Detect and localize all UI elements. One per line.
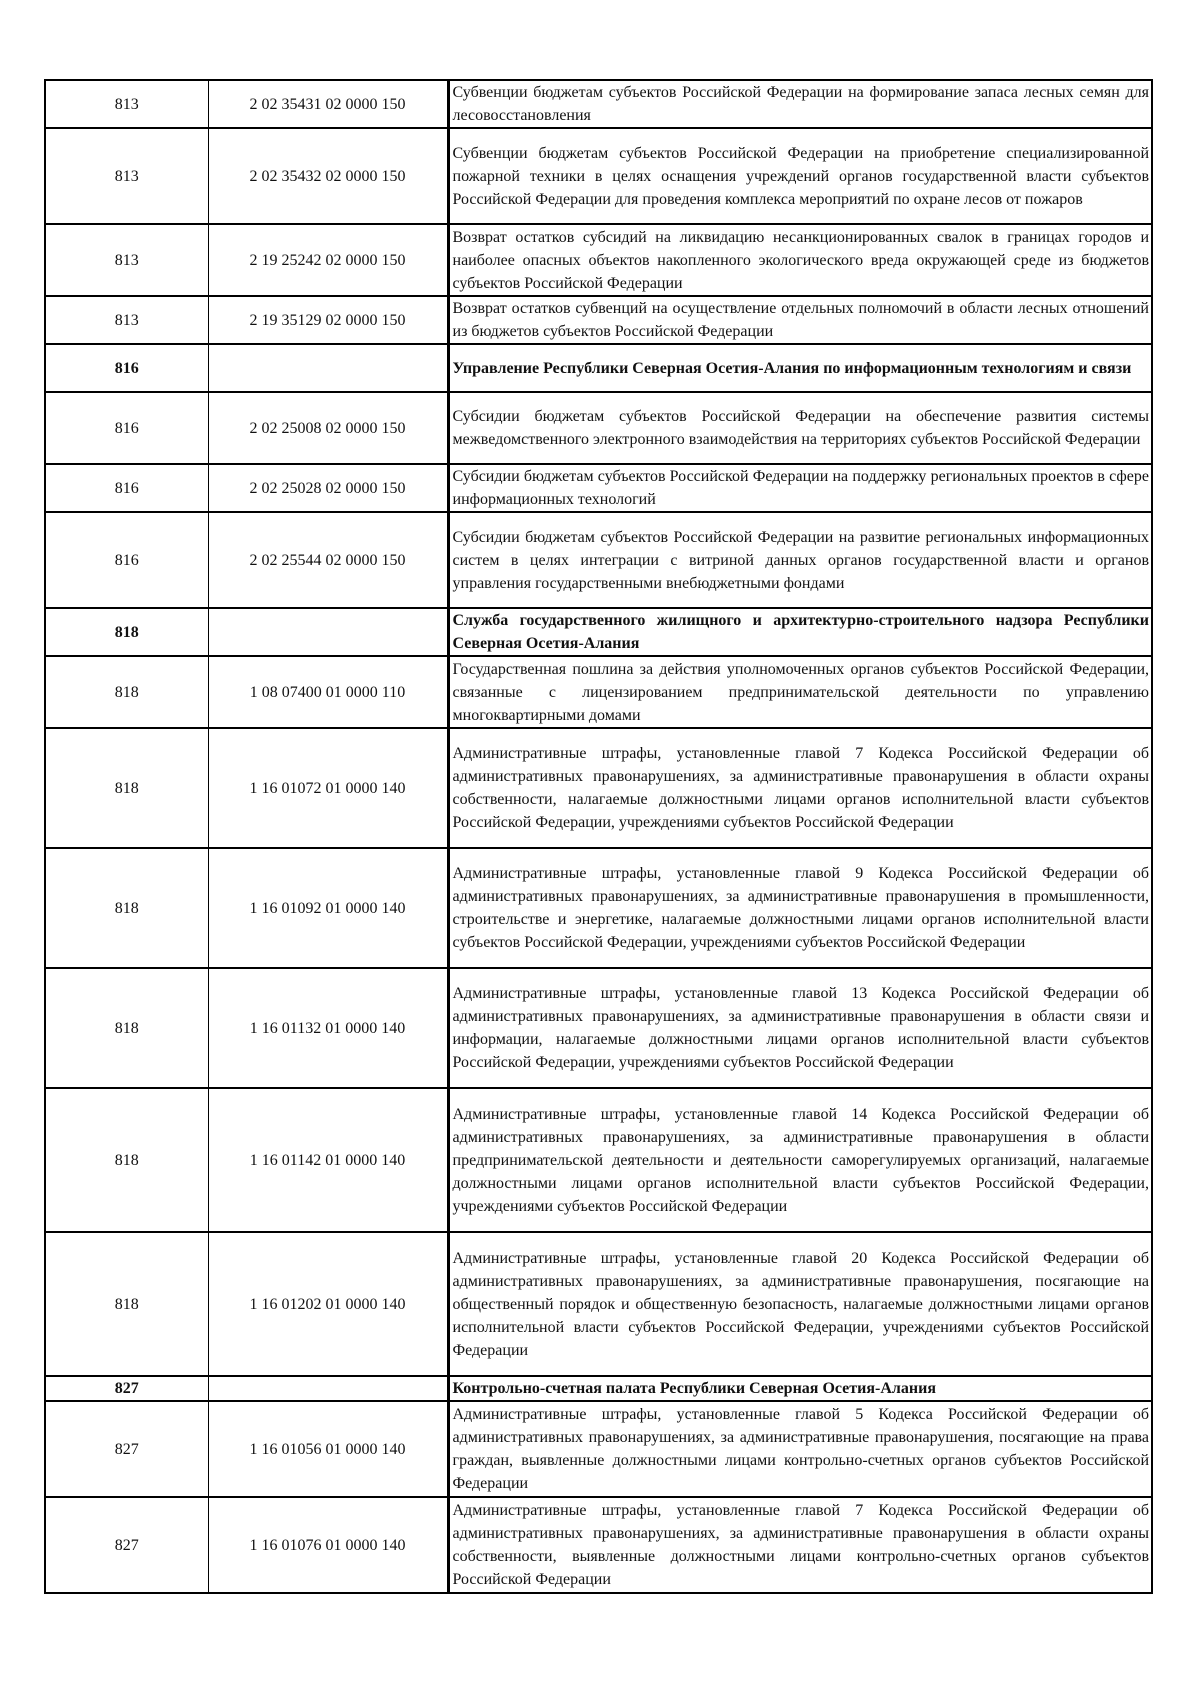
admin-code-cell: 813 bbox=[45, 128, 208, 224]
revenue-code-cell: 2 19 25242 02 0000 150 bbox=[208, 224, 448, 296]
description-cell: Субсидии бюджетам субъектов Российской Федерации на развитие региональных информационных систем в целях интеграции с витриной данных органов государственной власти и органов управления государственными внебюджетными фондами bbox=[448, 512, 1152, 608]
description-cell: Субвенции бюджетам субъектов Российской Федерации на приобретение специализированной пожарной техники в целях оснащения учреждений органов государственной власти субъектов Российской Федерации для проведения комплекса мероприятий по охране лесов от пожаров bbox=[448, 128, 1152, 224]
table-row bbox=[45, 1497, 1152, 1593]
revenue-code-cell: 2 02 35432 02 0000 150 bbox=[208, 128, 448, 224]
description-cell: Служба государственного жилищного и архитектурно-строительного надзора Республики Северная Осетия-Алания bbox=[448, 608, 1152, 656]
revenue-code-cell bbox=[208, 1376, 448, 1401]
revenue-code-cell: 1 08 07400 01 0000 110 bbox=[208, 656, 448, 728]
admin-code-cell: 816 bbox=[45, 392, 208, 464]
description-cell: Государственная пошлина за действия уполномоченных органов субъектов Российской Федерации, связанные с лицензированием предпринимательской деятельности по управлению многоквартирными домами bbox=[448, 656, 1152, 728]
revenue-code-cell: 1 16 01092 01 0000 140 bbox=[208, 848, 448, 968]
revenue-code-cell: 2 02 25544 02 0000 150 bbox=[208, 512, 448, 608]
table-row bbox=[45, 512, 1152, 608]
description-cell: Административные штрафы, установленные главой 5 Кодекса Российской Федерации об административных правонарушениях, за административные правонарушения, посягающие на права граждан, выявленные должностными лицами контрольно-счетных органов субъектов Российской Федерации bbox=[448, 1401, 1152, 1497]
revenue-code-cell bbox=[208, 344, 448, 392]
revenue-code-cell: 2 02 35431 02 0000 150 bbox=[208, 80, 448, 128]
admin-code-cell: 827 bbox=[45, 1376, 208, 1401]
admin-code-cell: 818 bbox=[45, 968, 208, 1088]
revenue-code-cell: 2 19 35129 02 0000 150 bbox=[208, 296, 448, 344]
table-row bbox=[45, 80, 1152, 128]
table-row bbox=[45, 392, 1152, 464]
description-cell: Административные штрафы, установленные главой 20 Кодекса Российской Федерации об административных правонарушениях, за административные правонарушения, посягающие на общественный порядок и общественную безопасность, налагаемые должностными лицами органов исполнительной власти субъектов Российской Федерации, учреждениями субъектов Российской Федерации bbox=[448, 1232, 1152, 1376]
admin-code-cell: 818 bbox=[45, 608, 208, 656]
table-row bbox=[45, 1088, 1152, 1232]
admin-code-cell: 827 bbox=[45, 1401, 208, 1497]
description-cell: Возврат остатков субвенций на осуществление отдельных полномочий в области лесных отношений из бюджетов субъектов Российской Федерации bbox=[448, 296, 1152, 344]
description-cell: Административные штрафы, установленные главой 13 Кодекса Российской Федерации об административных правонарушениях, за административные правонарушения в области связи и информации, налагаемые должностными лицами органов исполнительной власти субъектов Российской Федерации, учреждениями субъектов Российской Федерации bbox=[448, 968, 1152, 1088]
table-row bbox=[45, 464, 1152, 512]
admin-code-cell: 818 bbox=[45, 848, 208, 968]
description-cell: Административные штрафы, установленные главой 14 Кодекса Российской Федерации об административных правонарушениях, за административные правонарушения в области предпринимательской деятельности и деятельности саморегулируемых организаций, налагаемые должностными лицами органов исполнительной власти субъектов Российской Федерации, учреждениями субъектов Российской Федерации bbox=[448, 1088, 1152, 1232]
table-row bbox=[45, 728, 1152, 848]
admin-code-cell: 813 bbox=[45, 224, 208, 296]
section-header-row bbox=[45, 1376, 1152, 1401]
table-row bbox=[45, 1401, 1152, 1497]
description-cell: Административные штрафы, установленные главой 7 Кодекса Российской Федерации об административных правонарушениях, за административные правонарушения в области охраны собственности, налагаемые должностными лицами органов исполнительной власти субъектов Российской Федерации, учреждениями субъектов Российской Федерации bbox=[448, 728, 1152, 848]
revenue-code-cell: 2 02 25008 02 0000 150 bbox=[208, 392, 448, 464]
description-cell: Субсидии бюджетам субъектов Российской Федерации на обеспечение развития системы межведомственного электронного взаимодействия на территориях субъектов Российской Федерации bbox=[448, 392, 1152, 464]
revenue-code-cell: 1 16 01132 01 0000 140 bbox=[208, 968, 448, 1088]
description-cell: Субсидии бюджетам субъектов Российской Федерации на поддержку региональных проектов в сфере информационных технологий bbox=[448, 464, 1152, 512]
table-row bbox=[45, 656, 1152, 728]
admin-code-cell: 818 bbox=[45, 1232, 208, 1376]
table-row bbox=[45, 1232, 1152, 1376]
description-cell: Административные штрафы, установленные главой 9 Кодекса Российской Федерации об административных правонарушениях, за административные правонарушения в промышленности, строительстве и энергетике, налагаемые должностными лицами органов исполнительной власти субъектов Российской Федерации, учреждениями субъектов Российской Федерации bbox=[448, 848, 1152, 968]
revenue-code-cell: 1 16 01072 01 0000 140 bbox=[208, 728, 448, 848]
admin-code-cell: 813 bbox=[45, 80, 208, 128]
description-cell: Административные штрафы, установленные главой 7 Кодекса Российской Федерации об административных правонарушениях, за административные правонарушения в области охраны собственности, выявленные должностными лицами контрольно-счетных органов субъектов Российской Федерации bbox=[448, 1497, 1152, 1593]
admin-code-cell: 816 bbox=[45, 464, 208, 512]
table-row bbox=[45, 296, 1152, 344]
table-body bbox=[45, 80, 1152, 1593]
revenue-code-cell bbox=[208, 608, 448, 656]
table-row bbox=[45, 848, 1152, 968]
table-row bbox=[45, 968, 1152, 1088]
revenue-code-cell: 1 16 01076 01 0000 140 bbox=[208, 1497, 448, 1593]
admin-code-cell: 818 bbox=[45, 728, 208, 848]
admin-code-cell: 827 bbox=[45, 1497, 208, 1593]
description-cell: Возврат остатков субсидий на ликвидацию несанкционированных свалок в границах городов и наиболее опасных объектов накопленного экологического вреда окружающей среде из бюджетов субъектов Российской Федерации bbox=[448, 224, 1152, 296]
description-cell: Управление Республики Северная Осетия-Алания по информационным технологиям и связи bbox=[448, 344, 1152, 392]
section-header-row bbox=[45, 608, 1152, 656]
table-row bbox=[45, 128, 1152, 224]
revenue-code-cell: 1 16 01142 01 0000 140 bbox=[208, 1088, 448, 1232]
admin-code-cell: 816 bbox=[45, 512, 208, 608]
section-header-row bbox=[45, 344, 1152, 392]
admin-code-cell: 813 bbox=[45, 296, 208, 344]
revenue-code-cell: 1 16 01202 01 0000 140 bbox=[208, 1232, 448, 1376]
admin-code-cell: 818 bbox=[45, 656, 208, 728]
description-cell: Контрольно-счетная палата Республики Северная Осетия-Алания bbox=[448, 1376, 1152, 1401]
table-row bbox=[45, 224, 1152, 296]
revenue-code-cell: 2 02 25028 02 0000 150 bbox=[208, 464, 448, 512]
description-cell: Субвенции бюджетам субъектов Российской Федерации на формирование запаса лесных семян для лесовосстановления bbox=[448, 80, 1152, 128]
budget-codes-table bbox=[44, 79, 1153, 1594]
revenue-code-cell: 1 16 01056 01 0000 140 bbox=[208, 1401, 448, 1497]
admin-code-cell: 818 bbox=[45, 1088, 208, 1232]
admin-code-cell: 816 bbox=[45, 344, 208, 392]
